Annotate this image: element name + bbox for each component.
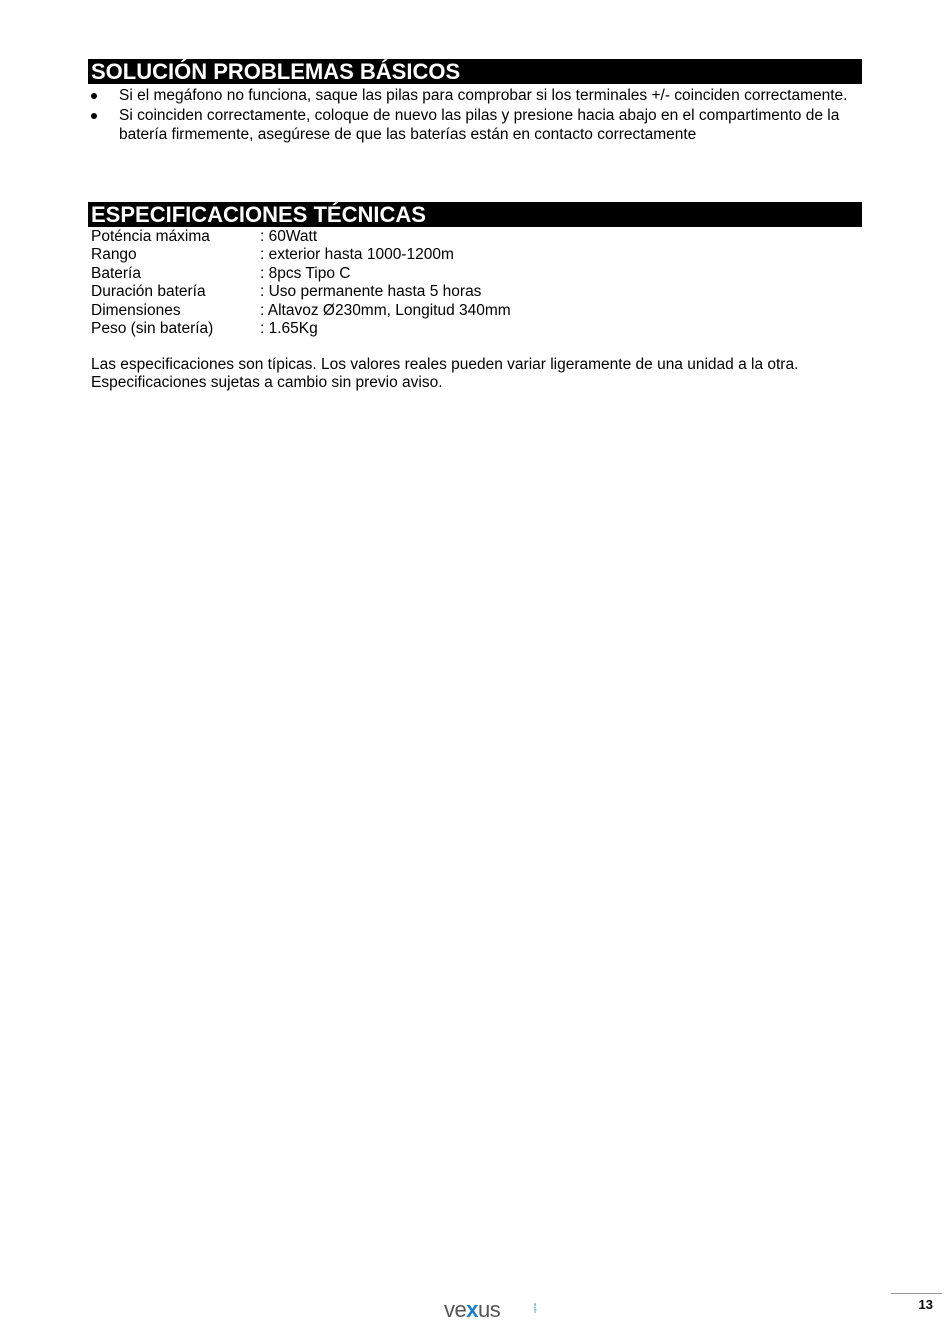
svg-text:audio: audio (533, 1303, 538, 1313)
spec-row (91, 246, 691, 264)
spec-note (91, 356, 861, 393)
spec-table (91, 228, 691, 338)
spec-value: : exterior hasta 1000-1200m (260, 246, 454, 264)
spec-label: Duración batería (91, 283, 206, 301)
note-line: Especificaciones sujetas a cambio sin previo aviso. (91, 374, 443, 392)
spec-value: : Altavoz Ø230mm, Longitud 340mm (260, 301, 511, 319)
spec-row (91, 265, 691, 283)
specifications-title: ESPECIFICACIONES TÉCNICAS (88, 202, 862, 227)
spec-row (91, 320, 691, 338)
troubleshooting-title: SOLUCIÓN PROBLEMAS BÁSICOS (88, 59, 862, 84)
spec-value: : Uso permanente hasta 5 horas (260, 283, 482, 301)
troubleshooting-list (88, 86, 858, 145)
svg-text:vexus: vexus (444, 1297, 501, 1322)
spec-label: Batería (91, 264, 141, 282)
spec-label: Poténcia máxima (91, 228, 210, 245)
spec-label: Dimensiones (91, 301, 181, 319)
spec-row (91, 228, 691, 246)
spec-value: : 8pcs Tipo C (260, 264, 351, 282)
spec-label: Peso (sin batería) (91, 320, 214, 338)
list-item-text: Si el megáfono no funciona, saque las pilas para comprobar si los terminales +/- coinciden correctamente. (119, 87, 848, 104)
list-item-text: Si coinciden correctamente, coloque de nuevo las pilas y presione hacia abajo en el compartimento de la batería firmemente, asegúrese de que las baterías están en contacto correctamente (119, 106, 840, 143)
spec-value: : 1.65Kg (260, 320, 318, 338)
list-item (88, 86, 858, 106)
vexus-logo (444, 1297, 540, 1323)
spec-label: Rango (91, 246, 137, 264)
spec-row (91, 283, 691, 301)
spec-row (91, 302, 691, 320)
footer-rule (891, 1293, 942, 1294)
note-line: Las especificaciones son típicas. Los valores reales pueden variar ligeramente de una unidad a la otra. (91, 356, 799, 373)
page-number: 13 (918, 1297, 933, 1312)
bullet-icon (91, 93, 97, 99)
list-item (88, 106, 858, 145)
spec-value: : 60Watt (260, 228, 318, 245)
bullet-icon (91, 113, 97, 119)
